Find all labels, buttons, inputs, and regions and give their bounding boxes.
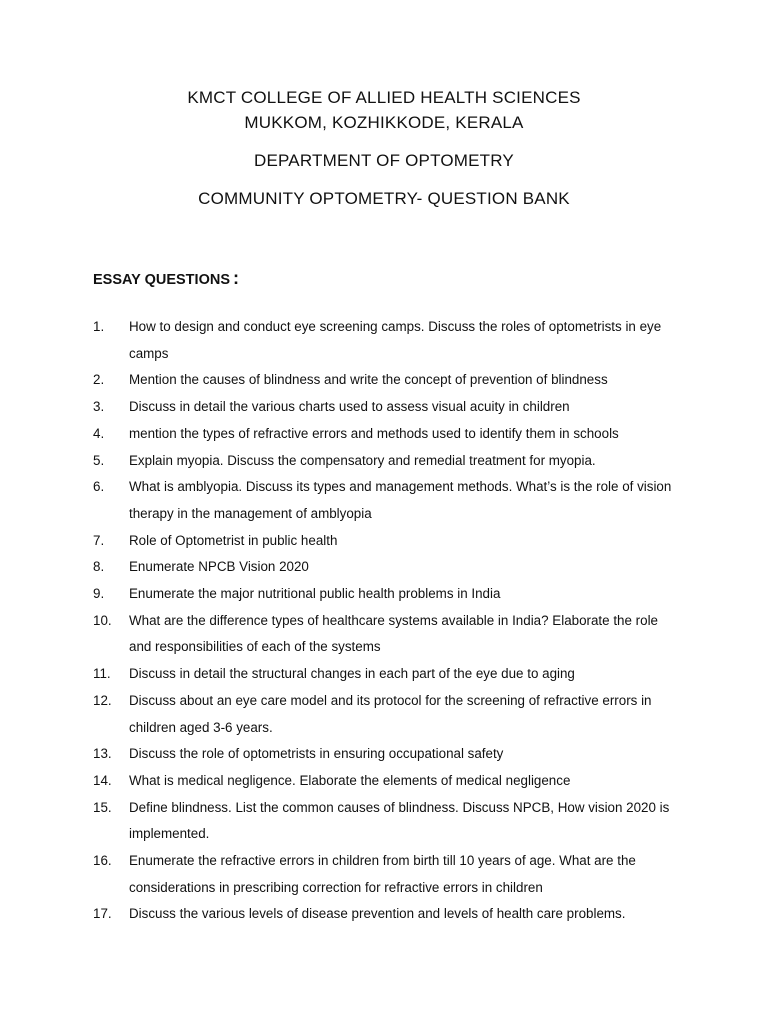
question-item (93, 795, 683, 848)
question-number: 1. (93, 319, 105, 334)
question-number: 15. (93, 799, 112, 815)
question-text: Role of Optometrist in public health (129, 532, 338, 548)
question-number: 10. (93, 612, 112, 628)
question-item (93, 688, 683, 741)
question-item (93, 661, 683, 688)
question-number: 4. (93, 425, 105, 441)
question-number: 3. (93, 399, 105, 415)
question-number: 14. (93, 772, 112, 788)
question-item (93, 421, 683, 448)
question-text: Enumerate the refractive errors in children from birth till 10 years of age. What are the considerations in prescribing correction for refractive errors in children (129, 853, 636, 895)
question-text: Discuss the role of optometrists in ensuring occupational safety (129, 746, 504, 762)
college-name: KMCT COLLEGE OF ALLIED HEALTH SCIENCES (187, 88, 581, 107)
question-item (93, 448, 683, 475)
question-number: 11. (93, 666, 111, 682)
question-number: 8. (93, 559, 105, 575)
question-text: What is medical negligence. Elaborate the elements of medical negligence (129, 772, 571, 788)
question-item (93, 528, 683, 555)
question-item (93, 474, 683, 527)
question-item (93, 581, 683, 608)
question-text: Discuss in detail the structural changes in each part of the eye due to aging (129, 666, 575, 682)
question-number: 12. (93, 692, 112, 708)
question-text: Mention the causes of blindness and write the concept of prevention of blindness (129, 372, 608, 388)
question-text: How to design and conduct eye screening camps. Discuss the roles of optometrists in eye camps (129, 319, 662, 361)
question-item (93, 741, 683, 768)
question-item (93, 848, 683, 901)
section-heading-text: ESSAY QUESTIONS (93, 272, 230, 288)
college-location: MUKKOM, KOZHIKKODE, KERALA (244, 113, 524, 132)
question-text: Discuss about an eye care model and its protocol for the screening of refractive errors in children aged 3-6 years. (129, 692, 652, 735)
question-item (93, 768, 683, 795)
question-number: 5. (93, 452, 105, 468)
question-number: 6. (93, 479, 105, 495)
question-number: 9. (93, 586, 105, 602)
question-item (93, 314, 683, 367)
question-number: 7. (93, 532, 105, 548)
subject-title: COMMUNITY OPTOMETRY- QUESTION BANK (198, 189, 570, 208)
question-item (93, 554, 683, 581)
question-text: Discuss in detail the various charts used to assess visual acuity in children (129, 399, 570, 415)
question-text: Explain myopia. Discuss the compensatory and remedial treatment for myopia. (129, 452, 596, 468)
question-item (93, 901, 683, 928)
question-text: Define blindness. List the common causes of blindness. Discuss NPCB, How vision 2020 is implemented. (129, 799, 670, 842)
question-list (93, 314, 683, 928)
question-text: Enumerate the major nutritional public health problems in India (129, 586, 501, 602)
question-number: 13. (93, 746, 112, 762)
question-item (93, 608, 683, 661)
question-item (93, 367, 683, 394)
question-text: What is amblyopia. Discuss its types and management methods. What’s is the role of vision therapy in the management of amblyopia (129, 479, 672, 521)
section-heading-colon: : (233, 268, 239, 288)
section-heading (93, 268, 239, 289)
question-text: Discuss the various levels of disease prevention and levels of health care problems. (129, 906, 626, 922)
department-title: DEPARTMENT OF OPTOMETRY (254, 151, 514, 170)
question-item (93, 394, 683, 421)
question-number: 17. (93, 906, 112, 922)
question-text: Enumerate NPCB Vision 2020 (129, 559, 309, 575)
question-text: mention the types of refractive errors and methods used to identify them in schools (129, 425, 619, 441)
question-number: 2. (93, 372, 105, 388)
question-text: What are the difference types of healthcare systems available in India? Elaborate the role and responsibilities of each of the systems (129, 612, 658, 655)
question-number: 16. (93, 853, 112, 869)
